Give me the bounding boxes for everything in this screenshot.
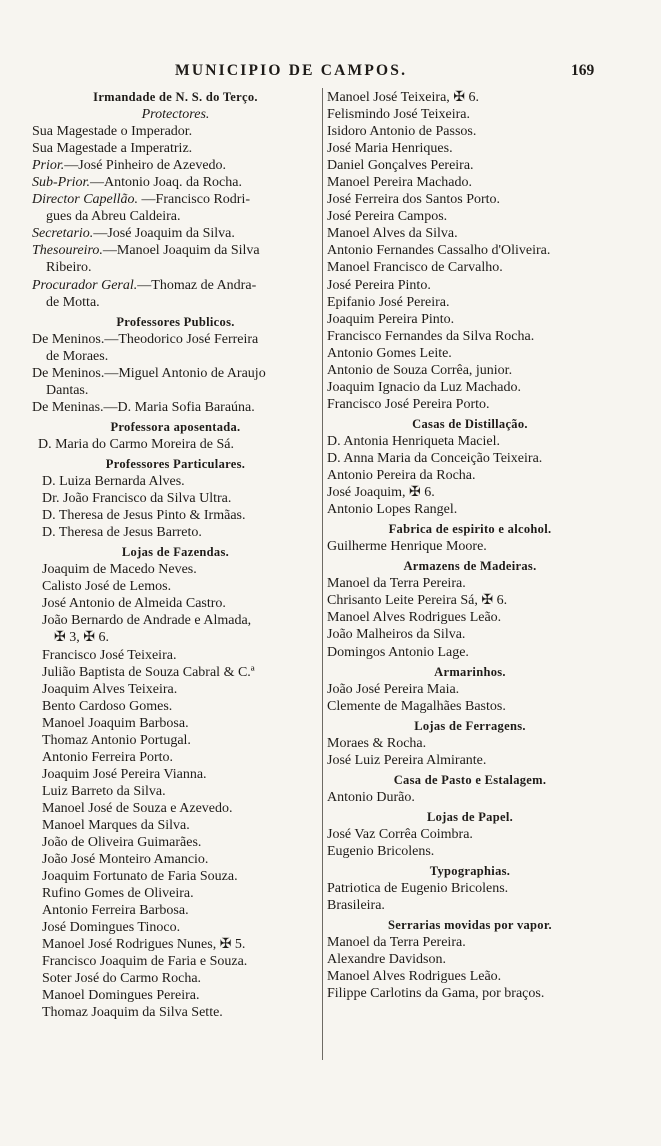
list-item: Manoel Joaquim Barbosa. <box>42 715 189 731</box>
list-item: Moraes & Rocha. <box>327 735 427 751</box>
teacher-entry: De Meninos.—Theodorico José Ferreira <box>32 331 259 347</box>
list-item: Antonio Ferreira Barbosa. <box>42 903 189 919</box>
list-item: Domingos Antonio Lage. <box>327 644 469 660</box>
list-item: Joaquim Alves Teixeira. <box>42 681 178 697</box>
section-heading-serrarias: Serrarias movidas por vapor. <box>388 918 552 933</box>
running-title: MUNICIPIO DE CAMPOS. <box>175 62 408 79</box>
list-item: José Domingues Tinoco. <box>42 920 181 936</box>
list-item: Daniel Gonçalves Pereira. <box>327 158 474 174</box>
teacher-entry-cont: Dantas. <box>46 382 89 398</box>
subheading-protectores: Protectores. <box>141 107 210 123</box>
section-heading-fabrica-espirito: Fabrica de espirito e alcohol. <box>388 522 552 537</box>
list-item: Thomaz Joaquim da Silva Sette. <box>42 1005 223 1021</box>
list-item: Bento Cardoso Gomes. <box>42 698 173 714</box>
list-item: Patriotica de Eugenio Bricolens. <box>327 881 509 897</box>
officer-procurador <box>32 277 319 294</box>
teacher-entry: De Meninas.—D. Maria Sofia Baraúna. <box>32 399 255 415</box>
list-item: João Malheiros da Silva. <box>327 627 466 643</box>
section-heading-casas-distillacao: Casas de Distillação. <box>412 416 528 431</box>
section-heading-lojas-ferragens: Lojas de Ferragens. <box>414 718 526 733</box>
section-heading-lojas-fazendas: Lojas de Fazendas. <box>121 545 230 560</box>
list-item: D. Luiza Bernarda Alves. <box>42 474 185 490</box>
list-item: Luiz Barreto da Silva. <box>42 783 166 799</box>
list-item: Francisco José Pereira Porto. <box>327 396 490 412</box>
list-item: João de Oliveira Guimarães. <box>42 835 202 851</box>
officer-name: —José Joaquim da Silva. <box>93 226 235 242</box>
section-heading-armazens-madeiras: Armazens de Madeiras. <box>403 559 537 574</box>
list-item: Calisto José de Lemos. <box>42 579 172 595</box>
section-heading-casa-pasto: Casa de Pasto e Estalagem. <box>393 772 547 787</box>
list-item: João José Pereira Maia. <box>327 681 460 697</box>
list-item: Manoel José Rodrigues Nunes, ✠ 5. <box>42 937 246 953</box>
officer-prior <box>32 157 319 174</box>
role-label: Director Capellão. <box>32 192 139 208</box>
officer-director-cont: gues da Abreu Caldeira. <box>46 209 181 225</box>
list-item: Thomaz Antonio Portugal. <box>42 732 191 748</box>
officer-name: —Antonio Joaq. da Rocha. <box>89 175 242 191</box>
section-heading-professores-publicos: Professores Publicos. <box>116 314 235 329</box>
list-item: Rufino Gomes de Oliveira. <box>42 886 194 902</box>
list-item: Epifanio José Pereira. <box>327 294 450 310</box>
list-item: Francisco José Teixeira. <box>42 647 177 663</box>
list-item: José Luiz Pereira Almirante. <box>327 752 487 768</box>
officer-name: —Manoel Joaquim da Silva <box>102 243 260 259</box>
role-label: Thesoureiro. <box>32 243 103 259</box>
list-item: Antonio Gomes Leite. <box>327 345 452 361</box>
officer-name: —Francisco Rodri- <box>138 192 251 208</box>
lojas-fazendas-continued-list <box>327 89 613 413</box>
list-item: Brasileira. <box>327 898 385 914</box>
list-item: Antonio Pereira da Rocha. <box>327 468 476 484</box>
list-item: Manoel Alves da Silva. <box>327 226 458 242</box>
list-item: Clemente de Magalhães Bastos. <box>327 698 506 714</box>
section-heading-armarinhos: Armarinhos. <box>434 664 506 679</box>
list-item: Manoel Pereira Machado. <box>327 175 472 191</box>
list-item: José Joaquim, ✠ 6. <box>327 485 435 501</box>
list-item: D. Anna Maria da Conceição Teixeira. <box>327 450 543 466</box>
list-item: Antonio Fernandes Cassalho d'Oliveira. <box>327 243 551 259</box>
list-item: Joaquim Ignacio da Luz Machado. <box>327 379 521 395</box>
list-item: José Pereira Pinto. <box>327 277 431 293</box>
list-item: Alexandre Davidson. <box>327 952 446 968</box>
list-item: José Vaz Corrêa Coimbra. <box>327 826 473 842</box>
protector-entry: Sua Magestade a Imperatriz. <box>32 141 193 157</box>
list-item: José Ferreira dos Santos Porto. <box>327 192 501 208</box>
officer-name: —José Pinheiro de Azevedo. <box>64 158 227 174</box>
section-heading-professora-aposentada: Professora aposentada. <box>110 419 241 434</box>
column-divider <box>322 88 323 1060</box>
list-item: Felismindo José Teixeira. <box>327 107 471 123</box>
list-item: Isidoro Antonio de Passos. <box>327 124 477 140</box>
list-item: Antonio Lopes Rangel. <box>327 502 458 518</box>
list-item: Antonio Ferreira Porto. <box>42 749 174 765</box>
list-item: João Bernardo de Andrade e Almada, <box>42 613 252 629</box>
officer-secretario <box>32 225 319 242</box>
list-item: Manoel José Teixeira, ✠ 6. <box>327 90 480 105</box>
private-teachers-list <box>32 473 319 541</box>
list-item: Manoel Alves Rodrigues Leão. <box>327 610 502 626</box>
list-item: Dr. João Francisco da Silva Ultra. <box>42 491 232 507</box>
list-item: Manoel Alves Rodrigues Leão. <box>327 969 502 985</box>
list-item: Eugenio Bricolens. <box>327 844 435 860</box>
officer-procurador-cont: de Motta. <box>46 294 100 310</box>
section-heading-lojas-papel: Lojas de Papel. <box>426 809 514 824</box>
list-item: Manoel da Terra Pereira. <box>327 576 466 592</box>
role-label: Sub-Prior. <box>32 175 90 191</box>
list-item: D. Theresa de Jesus Barreto. <box>42 525 202 541</box>
protector-entry: Sua Magestade o Imperador. <box>32 124 193 140</box>
section-heading-typographias: Typographias. <box>429 864 511 879</box>
list-item: Chrisanto Leite Pereira Sá, ✠ 6. <box>327 593 508 609</box>
left-column <box>32 89 319 1022</box>
list-item: Manoel Francisco de Carvalho. <box>327 260 503 276</box>
section-heading-professores-particulares: Professores Particulares. <box>105 456 246 471</box>
officer-thesoureiro <box>32 242 319 259</box>
page-number: 169 <box>571 62 595 79</box>
role-label: Prior. <box>32 158 65 174</box>
list-item: D. Antonia Henriqueta Maciel. <box>327 433 501 449</box>
list-item: Joaquim José Pereira Vianna. <box>42 766 207 782</box>
right-column <box>327 89 613 1002</box>
list-item: Guilherme Henrique Moore. <box>327 539 487 555</box>
list-item: Francisco Fernandes da Silva Rocha. <box>327 328 535 344</box>
role-label: Procurador Geral. <box>32 277 138 293</box>
list-item: Manoel Marques da Silva. <box>42 817 190 833</box>
list-item: Joaquim Pereira Pinto. <box>327 311 455 327</box>
list-item: Filippe Carlotins da Gama, por braços. <box>327 986 545 1002</box>
list-item: João José Monteiro Amancio. <box>42 852 209 868</box>
list-item-cont: ✠ 3, ✠ 6. <box>54 630 109 646</box>
running-head <box>0 62 661 84</box>
retired-teacher-entry: D. Maria do Carmo Moreira de Sá. <box>38 436 234 452</box>
list-item: José Antonio de Almeida Castro. <box>42 596 226 612</box>
list-item: Joaquim de Macedo Neves. <box>42 562 197 578</box>
list-item: Joaquim Fortunato de Faria Souza. <box>42 869 238 885</box>
list-item: Manoel José de Souza e Azevedo. <box>42 800 233 816</box>
list-item: Soter José do Carmo Rocha. <box>42 971 202 987</box>
officer-subprior <box>32 174 319 191</box>
teacher-entry: De Meninos.—Miguel Antonio de Araujo <box>32 365 266 381</box>
list-item: José Maria Henriques. <box>327 141 453 157</box>
lojas-fazendas-list <box>32 561 319 1021</box>
list-item: Julião Baptista de Souza Cabral & C.ª <box>42 664 255 680</box>
list-item: D. Theresa de Jesus Pinto & Irmãas. <box>42 508 246 524</box>
list-item: Manoel Domingues Pereira. <box>42 988 200 1004</box>
list-item: Francisco Joaquim de Faria e Souza. <box>42 954 248 970</box>
list-item: Manoel da Terra Pereira. <box>327 935 466 951</box>
list-item: José Pereira Campos. <box>327 209 448 225</box>
officer-thesoureiro-cont: Ribeiro. <box>46 260 92 276</box>
officer-director <box>32 191 319 208</box>
role-label: Secretario. <box>32 226 94 242</box>
list-item: Antonio de Souza Corrêa, junior. <box>327 362 513 378</box>
officer-name: —Thomaz de Andra- <box>137 277 257 293</box>
list-item: Antonio Durão. <box>327 789 415 805</box>
teacher-entry-cont: de Moraes. <box>46 348 109 364</box>
section-heading-irmandade: Irmandade de N. S. do Terço. <box>93 90 258 104</box>
